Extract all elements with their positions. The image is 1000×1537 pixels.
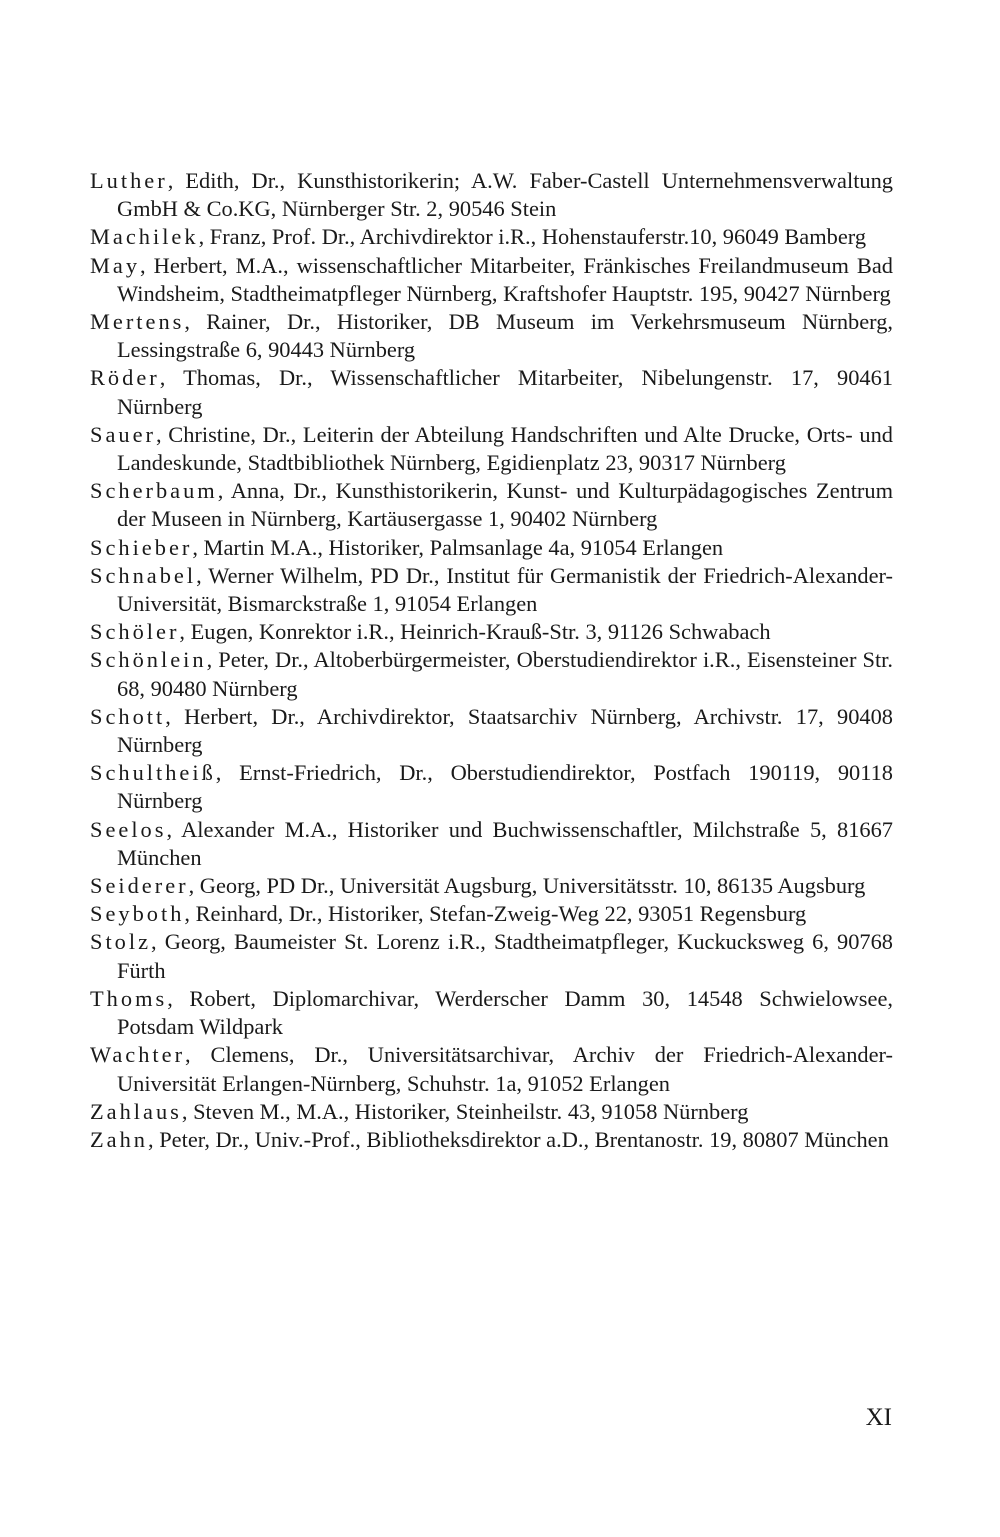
contributor-details: , Peter, Dr., Univ.-Prof., Bibliotheksdirektor a.D., Brentanostr. 19, 80807 München <box>148 1126 889 1152</box>
contributor-surname: Luther <box>90 168 168 193</box>
contributor-details: , Franz, Prof. Dr., Archivdirektor i.R., Hohenstauferstr.10, 96049 Bamberg <box>198 224 867 250</box>
contributor-details: , Edith, Dr., Kunsthistorikerin; A.W. Faber-Castell Unternehmensverwaltung GmbH & Co.KG, Nürnberger Str. 2, 90546 Stein <box>117 168 893 222</box>
contributor-surname: Schönlein <box>90 647 207 673</box>
contributor-surname: May <box>90 252 141 278</box>
contributor-surname: Thoms <box>90 985 168 1011</box>
list-item <box>90 900 893 928</box>
contributor-surname: Seelos <box>90 816 167 842</box>
contributor-details: , Eugen, Konrektor i.R., Heinrich-Krauß-Str. 3, 91126 Schwabach <box>179 619 771 645</box>
contributor-details: , Ernst-Friedrich, Dr., Oberstudiendirektor, Postfach 190119, 90118 Nürnberg <box>117 760 893 814</box>
list-item <box>90 985 893 1041</box>
contributor-details: , Herbert, Dr., Archivdirektor, Staatsarchiv Nürnberg, Archivstr. 17, 90408 Nürnberg <box>117 703 893 758</box>
contributor-surname: Zahlaus <box>90 1098 182 1124</box>
list-item <box>90 703 893 759</box>
contributor-surname: Seyboth <box>90 901 185 927</box>
list-item <box>90 928 893 984</box>
contributor-surname: Zahn <box>90 1126 149 1152</box>
contributor-surname: Seiderer <box>90 873 189 899</box>
list-item <box>90 252 893 308</box>
contributor-list <box>90 167 893 1154</box>
list-item <box>90 562 893 618</box>
contributor-surname: Schott <box>90 703 166 729</box>
list-item <box>90 618 893 646</box>
list-item <box>90 308 893 364</box>
contributor-surname: Machilek <box>90 224 199 250</box>
list-item <box>90 534 893 562</box>
contributor-details: , Peter, Dr., Altoberbürgermeister, Oberstudiendirektor i.R., Eisensteiner Str. 68, 90480 Nürnberg <box>117 647 893 701</box>
list-item <box>90 167 893 223</box>
contributor-details: , Herbert, M.A., wissenschaftlicher Mitarbeiter, Fränkisches Freilandmuseum Bad Windsheim, Stadtheimatpfleger Nürnberg, Kraftshofer Hauptstr. 195, 90427 Nürnberg <box>117 252 893 306</box>
contributor-details: , Alexander M.A., Historiker und Buchwissenschaftler, Milchstraße 5, 81667 München <box>117 816 893 870</box>
list-item <box>90 759 893 815</box>
list-item <box>90 364 893 420</box>
contributor-details: , Robert, Diplomarchivar, Werderscher Damm 30, 14548 Schwielowsee, Potsdam Wildpark <box>117 985 893 1040</box>
contributor-surname: Sauer <box>90 421 156 447</box>
list-item <box>90 816 893 872</box>
list-item <box>90 223 893 251</box>
contributor-details: , Anna, Dr., Kunsthistorikerin, Kunst- und Kulturpädagogisches Zentrum der Museen in Nürnberg, Kartäusergasse 1, 90402 Nürnberg <box>117 478 893 532</box>
contributor-surname: Schieber <box>90 534 193 560</box>
contributor-details: , Clemens, Dr., Universitätsarchivar, Archiv der Friedrich-Alexander-Universität Erlangen-Nürnberg, Schuhstr. 1a, 91052 Erlangen <box>117 1042 893 1096</box>
contributor-details: , Rainer, Dr., Historiker, DB Museum im Verkehrsmuseum Nürnberg, Lessingstraße 6, 90443 Nürnberg <box>117 309 893 363</box>
contributor-details: , Reinhard, Dr., Historiker, Stefan-Zweig-Weg 22, 93051 Regensburg <box>184 901 807 927</box>
list-item <box>90 421 893 477</box>
contributor-surname: Stolz <box>90 929 152 955</box>
contributor-surname: Schöler <box>90 619 180 645</box>
list-item <box>90 872 893 900</box>
contributor-details: , Georg, Baumeister St. Lorenz i.R., Stadtheimatpfleger, Kuckucksweg 6, 90768 Fürth <box>117 929 893 983</box>
contributor-surname: Mertens <box>90 309 185 335</box>
contributor-details: , Christine, Dr., Leiterin der Abteilung Handschriften und Alte Drucke, Orts- und Landeskunde, Stadtbibliothek Nürnberg, Egidienplatz 23, 90317 Nürnberg <box>117 421 893 476</box>
contributor-surname: Scherbaum <box>90 478 218 504</box>
list-item <box>90 646 893 702</box>
contributor-surname: Wachter <box>90 1042 186 1068</box>
contributor-details: , Martin M.A., Historiker, Palmsanlage 4a, 91054 Erlangen <box>192 534 724 560</box>
contributor-surname: Schultheiß <box>90 760 216 786</box>
list-item <box>90 1041 893 1097</box>
list-item <box>90 1098 893 1126</box>
contributor-surname: Röder <box>90 365 160 391</box>
contributor-details: , Thomas, Dr., Wissenschaftlicher Mitarbeiter, Nibelungenstr. 17, 90461 Nürnberg <box>117 365 893 419</box>
contributor-surname: Schnabel <box>90 562 197 588</box>
contributor-details: , Georg, PD Dr., Universität Augsburg, Universitätsstr. 10, 86135 Augsburg <box>188 873 866 899</box>
list-item <box>90 477 893 533</box>
contributor-details: , Werner Wilhelm, PD Dr., Institut für Germanistik der Friedrich-Alexander-Universität, Bismarckstraße 1, 91054 Erlangen <box>117 562 893 617</box>
page-number: XI <box>865 1404 892 1431</box>
list-item <box>90 1126 893 1154</box>
contributor-details: , Steven M., M.A., Historiker, Steinheilstr. 43, 91058 Nürnberg <box>181 1098 749 1124</box>
